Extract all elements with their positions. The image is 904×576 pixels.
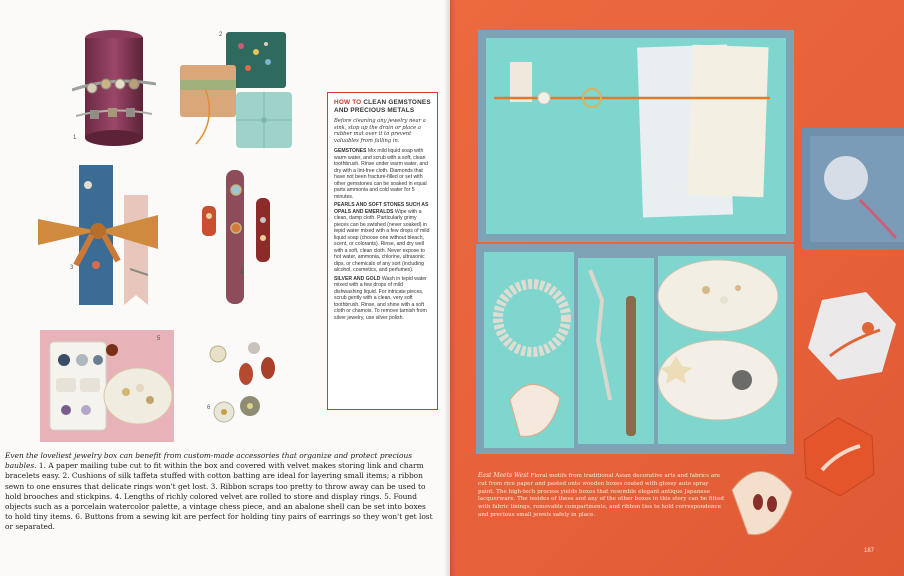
- right-caption: [478, 472, 724, 520]
- sidebar-intro: Before cleaning any jewelry near a sink, stop up the drain or place a rubber mat over it to prevent valuables from falling in.: [334, 118, 426, 144]
- photo-buttons-earrings: [204, 340, 284, 430]
- photo-silk-cushions: [176, 32, 296, 152]
- photo-number: 2: [219, 32, 223, 38]
- photo-number: 1: [73, 135, 77, 141]
- left-caption: [5, 451, 435, 533]
- photo-ribbon-scraps: [36, 165, 172, 310]
- page-number: 187: [864, 548, 875, 554]
- photo-rolled-velvet-rings: [192, 168, 280, 308]
- caption-body: 1. A paper mailing tube cut to fit within the box and covered with velvet makes storing link and charm bracelets easy. 2. Cushions of silk taffeta stuffed with cotton batting are ideal for layering small items; a ribbon sewn to one ensures that delicate rings won't get lost. 3. Ribbon scraps too pretty to throw away can be used to hold brooches and stickpins. 4. Lengths of richly colored velvet are rolled to store and display rings. 5. Found objects such as a porcelain watercolor palette, a vintage chess piece, and an abalone shell can be set into boxes to hold tiny items. 6. Buttons from a sewing kit are perfect for holding tiny pairs of earrings so they won't get lost or separated.: [5, 461, 433, 532]
- photo-number: 4: [240, 270, 244, 276]
- photo-number: 3: [70, 265, 74, 271]
- photo-number: 5: [157, 336, 161, 342]
- caption-lead: Even the loveliest jewelry box can benefit from custom-made accessories that organize and protect precious baubles.: [5, 451, 412, 471]
- sidebar-title: HOW TO CLEAN GEMSTONES AND PRECIOUS METALS: [334, 99, 431, 114]
- photo-velvet-tube-bracelets: [72, 26, 156, 150]
- right-caption-title: East Meets West: [478, 472, 529, 479]
- right-caption-body: Floral motifs from traditional Asian decorative arts and fabrics are cut from rice paper and pasted onto wooden boxes coated with glossy auto spray paint. The high-tech process yields boxes that resemble elegant antique Japanese lacquerware. The insides of these and any of the other boxes in this story can be fitted with fabric linings, removable compartments, and ribbon ties to hold correspondence and precious small jewels safely in place.: [478, 473, 724, 518]
- left-page: [0, 0, 450, 576]
- photo-number: 6: [207, 405, 211, 411]
- how-to-sidebar: [327, 92, 438, 410]
- right-page: [450, 0, 904, 576]
- page-spine: [444, 0, 456, 576]
- sidebar-section-pearls: PEARLS AND SOFT STONES SUCH AS OPALS AND EMERALDS Wipe with a clean, damp cloth. Particularly grimy pieces can be swished (never soaked) in tepid water mixed with a few drops of mild liquid soap (choose one without bleach, scent, or colorants). Rinse, and dry well with a soft, clean cloth. Never expose to hot water, ammonia, chlorine, ultrasonic dips, or chemicals of any sort (including alcohol, cosmetics, and perfumes).: [334, 202, 430, 274]
- sidebar-section-silver-gold: SILVER AND GOLD Wash in tepid water mixed with a few drops of mild dishwashing liquid. For intricate pieces, scrub gently with a clean, very soft toothbrush. Rinse, and shine with a soft cloth or chamois. To remove tarnish from silver jewelry, use silver polish.: [334, 275, 427, 321]
- photo-palette-shell: [40, 330, 174, 442]
- sidebar-section-gemstones: GEMSTONES Mix mild liquid soap with warm water, and scrub with a soft, clean toothbrush. Rinse under warm water, and dry with a lint-free cloth. Diamonds that have not been fracture-filled or set with other gemstones can be soaked in equal parts ammonia and cold water for 5 minutes.: [334, 148, 429, 200]
